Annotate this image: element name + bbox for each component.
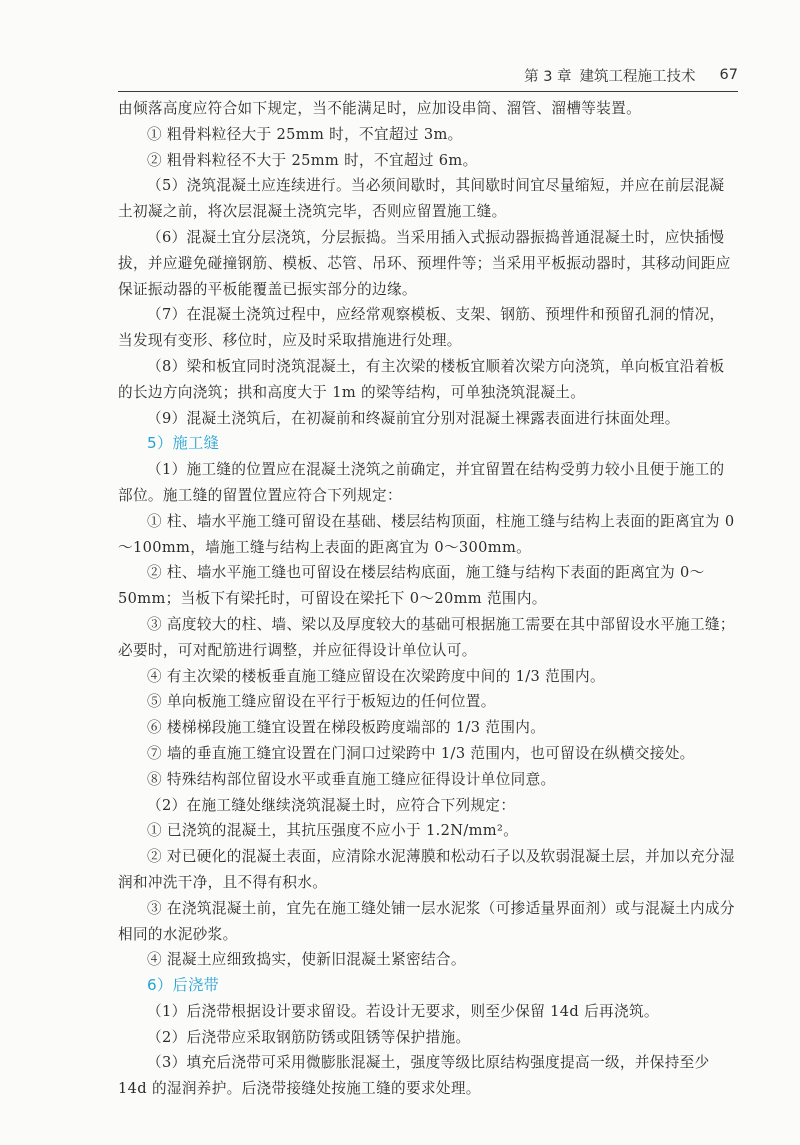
paragraph: （9）混凝土浇筑后，在初凝前和终凝前宜分别对混凝土裸露表面进行抹面处理。 <box>147 409 680 427</box>
paragraph: （8）梁和板宜同时浇筑混凝土，有主次梁的楼板宜顺着次梁方向浇筑，单向板宜沿着板的长边方向浇筑；拱和高度大于 1m 的梁等结构，可单独浇筑混凝土。 <box>118 357 725 401</box>
list-item: ② 粗骨料粒径不大于 25mm 时，不宜超过 6m。 <box>147 151 478 169</box>
list-item: ① 已浇筑的混凝土，其抗压强度不应小于 1.2N/mm²。 <box>147 822 519 840</box>
list-item: ④ 混凝土应细致捣实，使新旧混凝土紧密结合。 <box>147 951 466 969</box>
list-item: ⑤ 单向板施工缝应留设在平行于板短边的任何位置。 <box>147 693 496 711</box>
page-number: 67 <box>719 67 738 83</box>
paragraph: （6）混凝土宜分层浇筑，分层振捣。当采用插入式振动器振捣普通混凝土时，应快插慢拔，并应避免碰撞钢筋、模板、芯管、吊环、预埋件等；当采用平板振动器时，其移动间距应保证振动器的平板能覆盖已振实部分的边缘。 <box>118 228 731 298</box>
list-item: ② 对已硬化的混凝土表面，应清除水泥薄膜和松动石子以及软弱混凝土层，并加以充分湿润和冲洗干净，且不得有积水。 <box>118 848 735 891</box>
paragraph: （2）后浇带应采取钢筋防锈或阻锈等保护措施。 <box>147 1028 471 1046</box>
list-item: ⑥ 楼梯梯段施工缝宜设置在梯段板跨度端部的 1/3 范围内。 <box>147 719 546 737</box>
paragraph-continuation: 由倾落高度应符合如下规定，当不能满足时，应加设串筒、溜管、溜槽等装置。 <box>118 100 642 117</box>
list-item: ⑦ 墙的垂直施工缝宜设置在门洞口过梁跨中 1/3 范围内，也可留设在纵横交接处。 <box>147 744 695 762</box>
paragraph: （1）后浇带根据设计要求留设。若设计无要求，则至少保留 14d 后再浇筑。 <box>147 1002 659 1020</box>
list-item: ③ 高度较大的柱、墙、梁以及厚度较大的基础可根据施工需要在其中部留设水平施工缝；必要时，可对配筋进行调整，并应征得设计单位认可。 <box>118 615 735 659</box>
list-item: ⑧ 特殊结构部位留设水平或垂直施工缝应征得设计单位同意。 <box>147 770 556 788</box>
header-rule <box>118 91 738 92</box>
running-header <box>118 60 738 90</box>
list-item: ② 柱、墙水平施工缝也可留设在楼层结构底面，施工缝与结构下表面的距离宜为 0～50mm；当板下有梁托时，可留设在梁托下 0～20mm 范围内。 <box>118 564 705 608</box>
section-heading: 6）后浇带 <box>147 976 220 995</box>
paragraph: （5）浇筑混凝土应连续进行。当必须间歇时，其间歇时间宜尽量缩短，并应在前层混凝土初凝之前，将次层混凝土浇筑完毕，否则应留置施工缝。 <box>118 177 725 221</box>
paragraph: （2）在施工缝处继续浇筑混凝土时，应符合下列规定： <box>147 796 516 814</box>
chapter-title: 建筑工程施工技术 <box>579 68 696 85</box>
paragraph: （3）填充后浇带可采用微膨胀混凝土，强度等级比原结构强度提高一级，并保持至少 14d 的湿润养护。后浇带接缝处按施工缝的要求处理。 <box>118 1054 710 1098</box>
list-item: ① 粗骨料粒径大于 25mm 时，不宜超过 3m。 <box>147 125 463 143</box>
section-heading: 5）施工缝 <box>147 434 220 453</box>
paragraph: （1）施工缝的位置应在混凝土浇筑之前确定，并宜留置在结构受剪力较小且便于施工的部位。施工缝的留置位置应符合下列规定： <box>118 461 725 504</box>
list-item: ① 柱、墙水平施工缝可留设在基础、楼层结构顶面，柱施工缝与结构上表面的距离宜为 0～100mm，墙施工缝与结构上表面的距离宜为 0～300mm。 <box>118 512 735 556</box>
paragraph: （7）在混凝土浇筑过程中，应经常观察模板、支架、钢筋、预埋件和预留孔洞的情况，当发现有变形、移位时，应及时采取措施进行处理。 <box>118 306 725 350</box>
body-text <box>118 96 738 1102</box>
list-item: ③ 在浇筑混凝土前，宜先在施工缝处铺一层水泥浆（可掺适量界面剂）或与混凝土内成分相同的水泥砂浆。 <box>118 899 735 943</box>
list-item: ④ 有主次梁的楼板垂直施工缝应留设在次梁跨度中间的 1/3 范围内。 <box>147 667 605 685</box>
chapter-label: 第 3 章 <box>524 68 572 85</box>
